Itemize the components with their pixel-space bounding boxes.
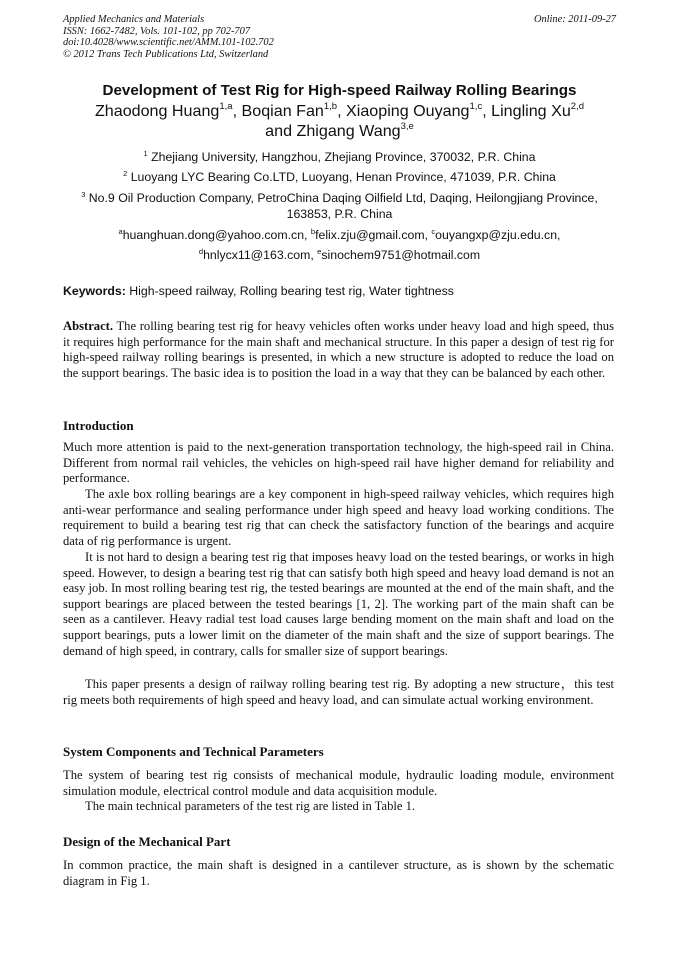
- author-sup: 2,d: [570, 101, 585, 112]
- copyright-line: © 2012 Trans Tech Publications Ltd, Switzerland: [63, 48, 269, 60]
- abstract-text: The rolling bearing test rig for heavy vehicles often works under heavy load and high speed, thus it requires high performance for the main shaft and mechanical structure. In this paper a design of test rig for high-speed railway rolling bearings is presented, in which a new structure is adopted to reduce the load on the support bearings. The basic idea is to position the load in a way that they can be balanced by each other.: [63, 319, 614, 380]
- author-sup: 3,e: [400, 120, 414, 132]
- author-sup: 1,c: [469, 101, 483, 112]
- author-name: Zhaodong Huang: [94, 102, 220, 120]
- author-name: Lingling Xu: [491, 102, 571, 120]
- journal-header: [63, 14, 616, 60]
- issn-line: ISSN: 1662-7482, Vols. 101-102, pp 702-707: [63, 25, 251, 37]
- system-paragraph-1: The system of bearing test rig consists of mechanical module, hydraulic loading module, environment simulation module, electrical control module and data acquisition module.: [63, 768, 614, 798]
- paper-title: Development of Test Rig for High-speed Railway Rolling Bearings: [102, 82, 577, 99]
- author-sup: 1,a: [219, 101, 233, 112]
- affiliation-1: $^1$ Zhejiang University, Hangzhou, Zhejiang Province, 370032, P.R. China: [143, 149, 536, 164]
- email-link[interactable]: hnlycx11@163.com,: [203, 248, 314, 262]
- abstract-label: Abstract.: [63, 319, 114, 333]
- mech-paragraph-1: In common practice, the main shaft is designed in a cantilever structure, as is shown by the schematic diagram in Fig 1.: [63, 858, 614, 888]
- email-link[interactable]: huanghuan.dong@yahoo.com.cn,: [122, 228, 308, 242]
- section-heading-mechanical: Design of the Mechanical Part: [63, 834, 231, 849]
- intro-paragraph-2: The axle box rolling bearings are a key component in high-speed railway vehicles, which requires high anti-wear performance and sealing performance under high speed and heavy load working conditions. The requirement to build a bearing test rig that can check the satisfactory function of the bearings and acquire data of rig performance is urgent.: [63, 487, 614, 548]
- system-paragraph-2: The main technical parameters of the test rig are listed in Table 1.: [85, 799, 416, 813]
- journal-name: Applied Mechanics and Materials: [63, 14, 205, 25]
- email-link[interactable]: felix.zju@gmail.com,: [315, 228, 428, 242]
- email-line-1: $^a$huanghuan.dong@yahoo.com.cn, $^b$felix.zju@gmail.com, $^c$ouyangxp@zju.edu.cn,: [118, 227, 561, 242]
- intro-paragraph-3: It is not hard to design a bearing test rig that imposes heavy load on the tested bearings, or works in high speed. However, to design a bearing test rig that can satisfy both high speed and heavy load demand is not an easy job. In most rolling bearing test rig, the tested bearings are mounted at the end of the main shaft, and the support bearings are placed between the tested bearings [1, 2]. The working part of the main shaft can be seen as a cantilever. Heavy radial test load causes large bending moment on the main shaft and load on the support bearings, puts a lower limit on the diameter of the main shaft and the size of support bearings. The demand of high speed, in contrary, calls for smaller size of support bearings.: [63, 550, 614, 658]
- author-list: Zhaodong Huang$^{1,a}$, Boqian Fan$^{1,b}$, Xiaoping Ouyang$^{1,c}$, Lingling Xu$^{2,d}$ and Zhigang Wang$^{3,e}$: [94, 101, 585, 140]
- doi-line: doi:10.4028/www.scientific.net/AMM.101-102.702: [63, 37, 274, 49]
- keywords: [63, 284, 616, 298]
- online-date: Online: 2011-09-27: [533, 14, 616, 25]
- email-link[interactable]: sinochem9751@hotmail.com: [321, 248, 481, 262]
- affiliation-3: $^3$ No.9 Oil Production Company, PetroChina Daqing Oilfield Ltd, Daqing, Heilongjiang Province, 163853, P.R. China: [81, 190, 598, 221]
- email-link[interactable]: ouyangxp@zju.edu.cn,: [435, 228, 561, 242]
- author-name: Xiaoping Ouyang: [346, 102, 470, 120]
- author-name: Zhigang Wang: [296, 121, 401, 140]
- author-connector: and: [265, 121, 293, 140]
- author-name: Boqian Fan: [241, 102, 324, 120]
- affiliation-2: $^2$ Luoyang LYC Bearing Co.LTD, Luoyang, Henan Province, 471039, P.R. China: [123, 169, 556, 184]
- keywords-label: Keywords:: [63, 284, 126, 298]
- abstract: [63, 319, 614, 381]
- keywords-text: High-speed railway, Rolling bearing test rig, Water tightness: [129, 284, 454, 298]
- intro-paragraph-1: Much more attention is paid to the next-generation transportation technology, the high-speed rail in China. Different from normal rail vehicles, the vehicles on high-speed rail have higher demand for reliability and performance.: [63, 440, 614, 486]
- email-line-2: $^d$hnlycx11@163.com, $^e$sinochem9751@hotmail.com: [198, 247, 481, 262]
- intro-paragraph-4: This paper presents a design of railway rolling bearing test rig. By adopting a new structure，this test rig meets both requirements of high speed and heavy load, and can simulate actual working environment.: [63, 677, 614, 707]
- author-sup: 1,b: [323, 101, 338, 112]
- section-heading-introduction: Introduction: [63, 418, 134, 433]
- section-heading-system: System Components and Technical Parameters: [63, 744, 324, 759]
